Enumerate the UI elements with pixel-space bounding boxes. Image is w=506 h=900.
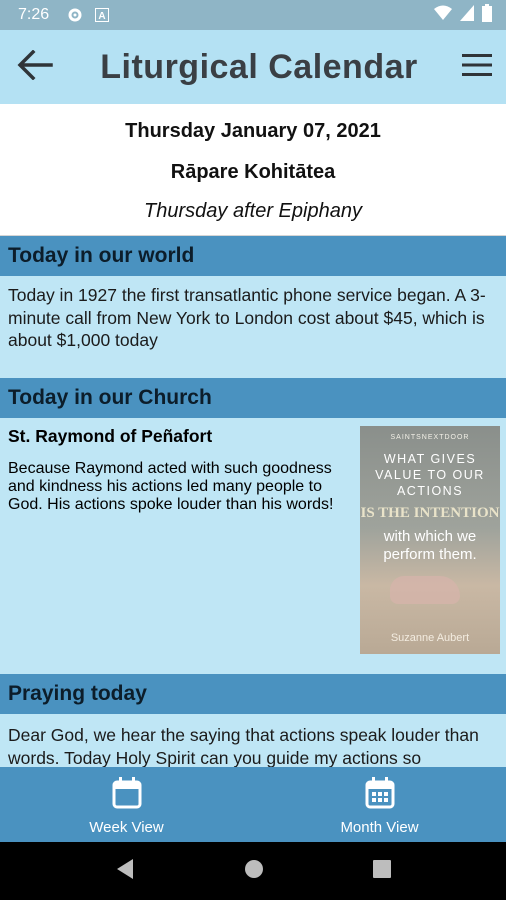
praying-text: Dear God, we hear the saying that actions speak louder than words. Today Holy Spirit can you guide my actions so <box>8 725 479 767</box>
church-section-body <box>0 418 506 674</box>
calendar-month-icon <box>365 777 395 813</box>
date-block <box>0 104 506 236</box>
arrow-left-icon <box>17 50 53 85</box>
month-view-button[interactable] <box>253 767 506 842</box>
signal-icon <box>460 5 474 26</box>
quote-line-1: WHAT GIVES VALUE TO OUR ACTIONS <box>375 452 485 498</box>
status-bar <box>0 0 506 30</box>
status-time: 7:26 <box>18 6 50 23</box>
date-heading: Thursday January 07, 2021 <box>125 120 381 142</box>
menu-button[interactable] <box>448 30 506 104</box>
church-text-block <box>8 426 360 674</box>
recents-square-icon[interactable] <box>373 860 391 883</box>
section-header-world: Today in our world <box>0 236 506 276</box>
system-navigation-bar <box>0 842 506 900</box>
liturgical-day: Thursday after Epiphany <box>144 200 362 222</box>
svg-text:A: A <box>98 11 106 22</box>
shoe-graphic <box>390 576 460 604</box>
wifi-icon <box>434 5 452 26</box>
content-scroll[interactable] <box>0 236 506 767</box>
quote-author: Suzanne Aubert <box>390 632 470 644</box>
back-button[interactable] <box>0 30 70 104</box>
gear-icon <box>67 7 83 23</box>
page-title: Liturgical Calendar <box>100 47 418 86</box>
home-circle-icon[interactable] <box>244 859 264 884</box>
calendar-day-icon <box>112 777 142 813</box>
quote-image-caption: SAINTSNEXTDOOR <box>390 434 470 441</box>
app-bar <box>0 30 506 104</box>
bottom-navigation <box>0 767 506 842</box>
section-header-church: Today in our Church <box>0 378 506 418</box>
month-view-label: Month View <box>340 819 419 836</box>
section-header-praying: Praying today <box>0 674 506 714</box>
hamburger-menu-icon <box>462 54 492 81</box>
maori-date: Rāpare Kohitātea <box>170 161 336 183</box>
quote-line-2: IS THE INTENTION <box>360 505 500 521</box>
saint-quote-image[interactable] <box>360 426 500 654</box>
church-text: Because Raymond acted with such goodness and kindness his actions led many people to God. His actions spoke louder than his words! <box>8 460 334 513</box>
week-view-label: Week View <box>89 819 164 836</box>
battery-icon <box>482 4 492 27</box>
world-text: Today in 1927 the first transatlantic phone service began. A 3-minute call from New York to London cost about $45, which is about $1,000 today <box>8 285 486 350</box>
week-view-button[interactable] <box>0 767 253 842</box>
a-box-icon <box>95 8 109 22</box>
back-triangle-icon[interactable] <box>115 858 135 885</box>
saint-name: St. Raymond of Peñafort <box>8 426 213 446</box>
quote-line-3: with which we perform them. <box>383 528 477 563</box>
